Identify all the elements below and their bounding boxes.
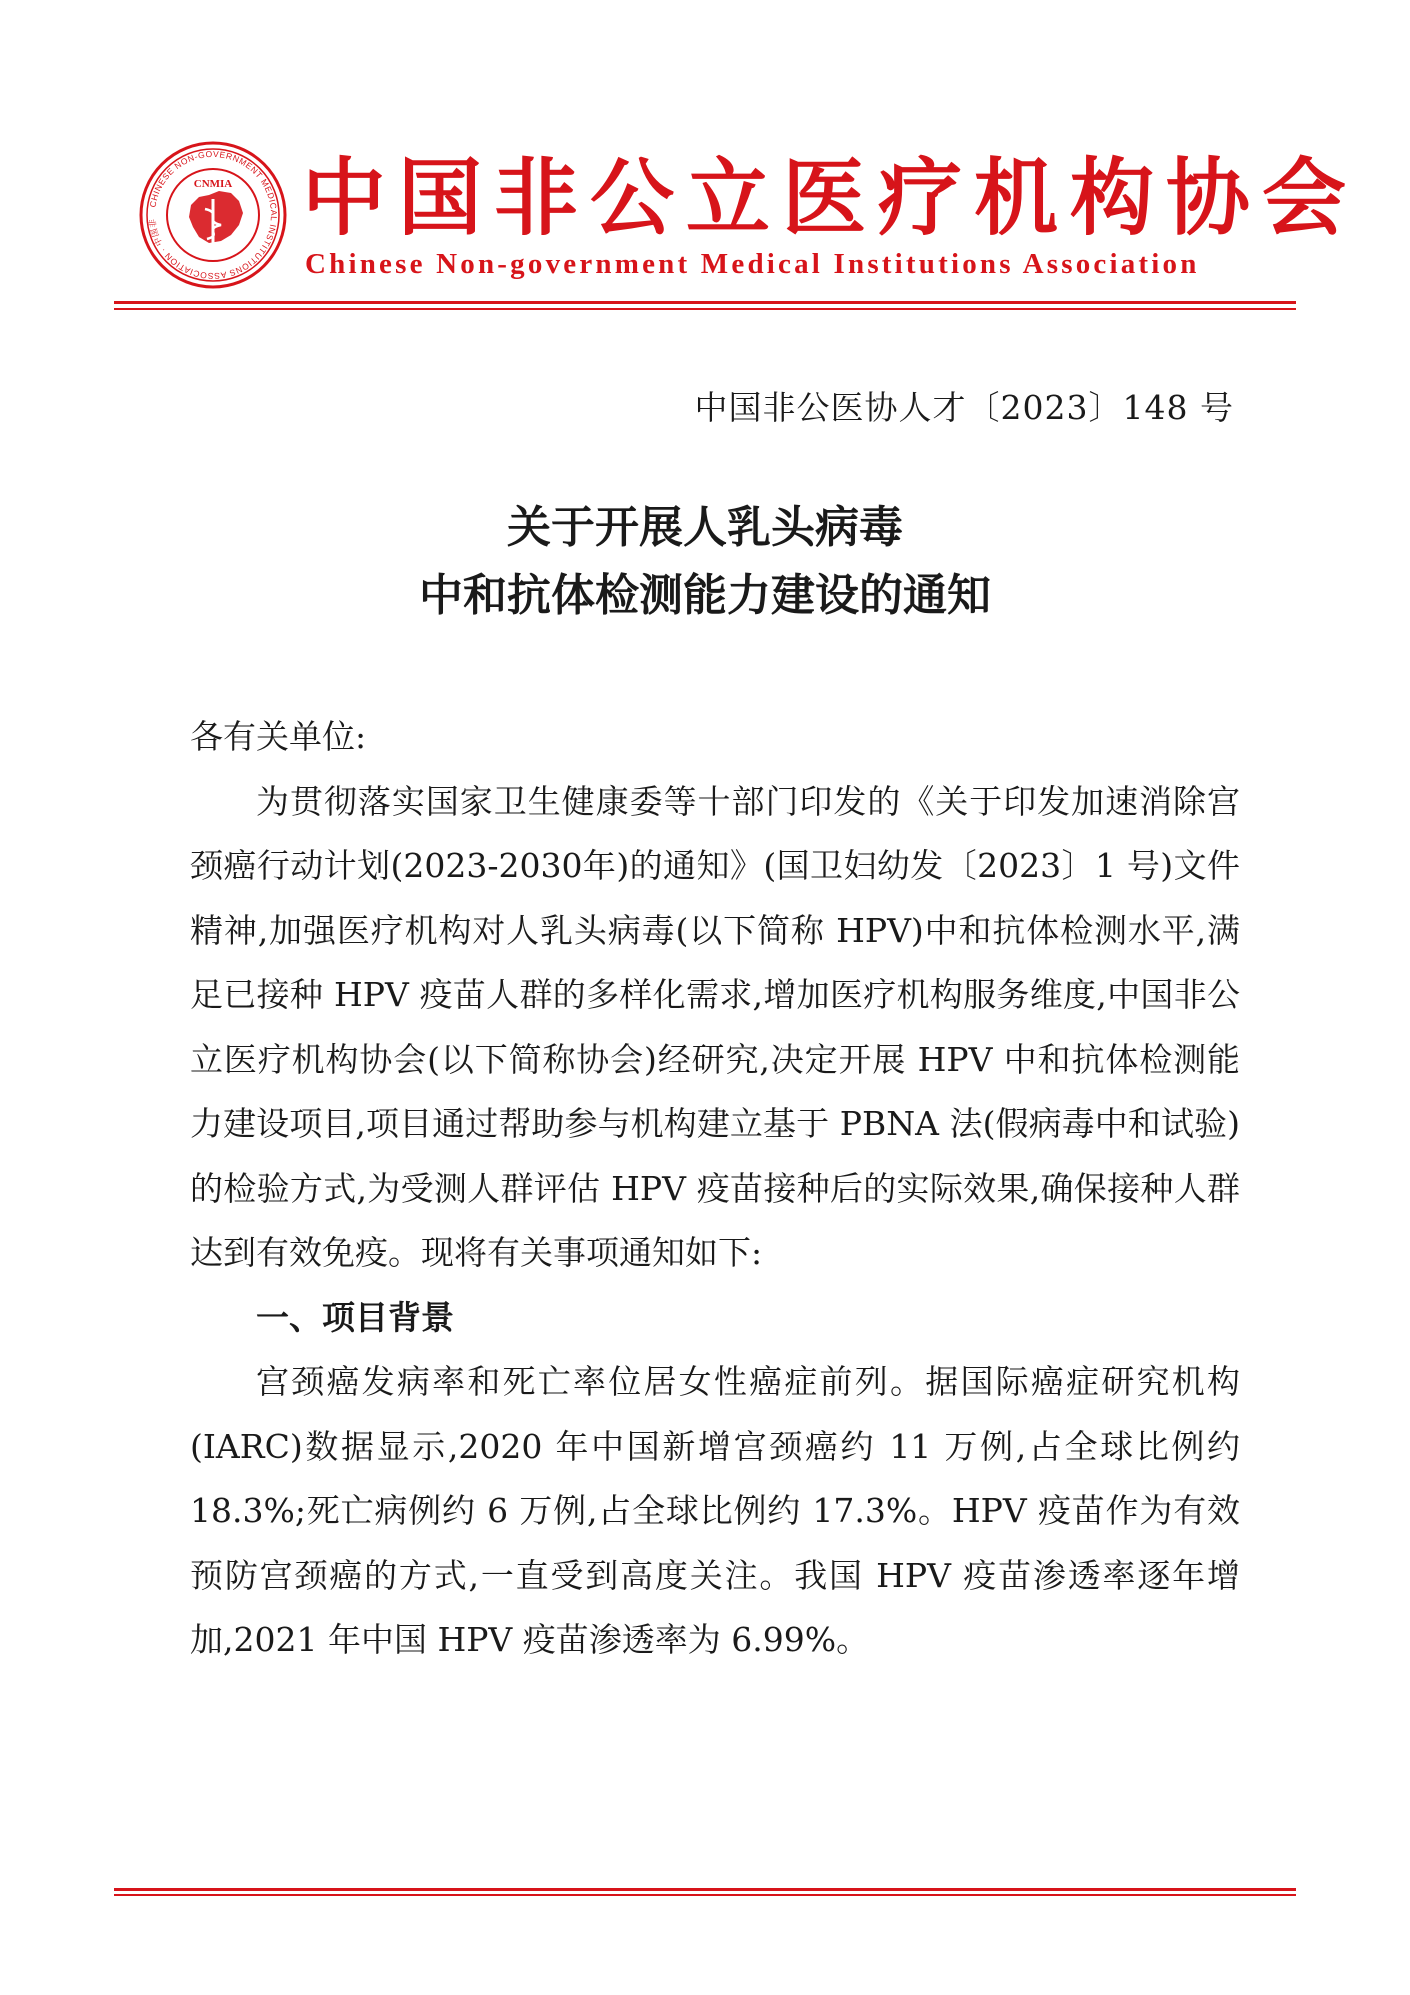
org-name-en: Chinese Non-government Medical Institutions Association — [305, 248, 1200, 280]
footer-rule-bottom — [114, 1894, 1296, 1896]
section-heading-background: 一、项目背景 — [256, 1297, 454, 1337]
svg-text:CNMIA: CNMIA — [193, 178, 233, 190]
paragraph-background: 宫颈癌发病率和死亡率位居女性癌症前列。据国际癌症研究机构(IARC)数据显示,2020 年中国新增宫颈癌约 11 万例,占全球比例约 18.3%;死亡病例约 6 万例,占全球比例约 17.3%。HPV 疫苗作为有效预防宫颈癌的方式,一直受到高度关注。我国 HPV 疫苗渗透率逐年增加,2021 年中国 HPV 疫苗渗透率为 6.99%。 — [190, 1362, 1240, 1659]
svg-text:CHINESE NON-GOVERNMENT MEDICAL: CHINESE NON-GOVERNMENT MEDICAL INSTITUTIONS ASSOCIATION · 中国非 — [146, 148, 280, 282]
paragraph-intro: 为贯彻落实国家卫生健康委等十部门印发的《关于印发加速消除宫颈癌行动计划(2023-2030年)的通知》(国卫妇幼发〔2023〕1 号)文件精神,加强医疗机构对人乳头病毒(以下简称 HPV)中和抗体检测水平,满足已接种 HPV 疫苗人群的多样化需求,增加医疗机构服务维度,中国非公立医疗机构协会(以下简称协会)经研究,决定开展 HPV 中和抗体检测能力建设项目,项目通过帮助参与机构建立基于 PBNA 法(假病毒中和试验)的检验方式,为受测人群评估 HPV 疫苗接种后的实际效果,确保接种人群达到有效免疫。现将有关事项通知如下: — [190, 781, 1240, 1272]
header-rule-top — [114, 301, 1296, 304]
salutation: 各有关单位: — [190, 717, 367, 756]
association-logo — [139, 141, 287, 289]
document-body — [190, 705, 1240, 1673]
caduceus-map-icon — [139, 141, 287, 289]
header-rule-bottom — [114, 308, 1296, 310]
document-number: 中国非公医协人才〔2023〕148 号 — [694, 388, 1234, 427]
document-title-line2: 中和抗体检测能力建设的通知 — [419, 570, 991, 621]
footer-rule-top — [114, 1888, 1296, 1891]
document-title-line1: 关于开展人乳头病毒 — [507, 502, 903, 553]
org-name-cn: 中国非公立医疗机构协会 — [302, 148, 1359, 247]
